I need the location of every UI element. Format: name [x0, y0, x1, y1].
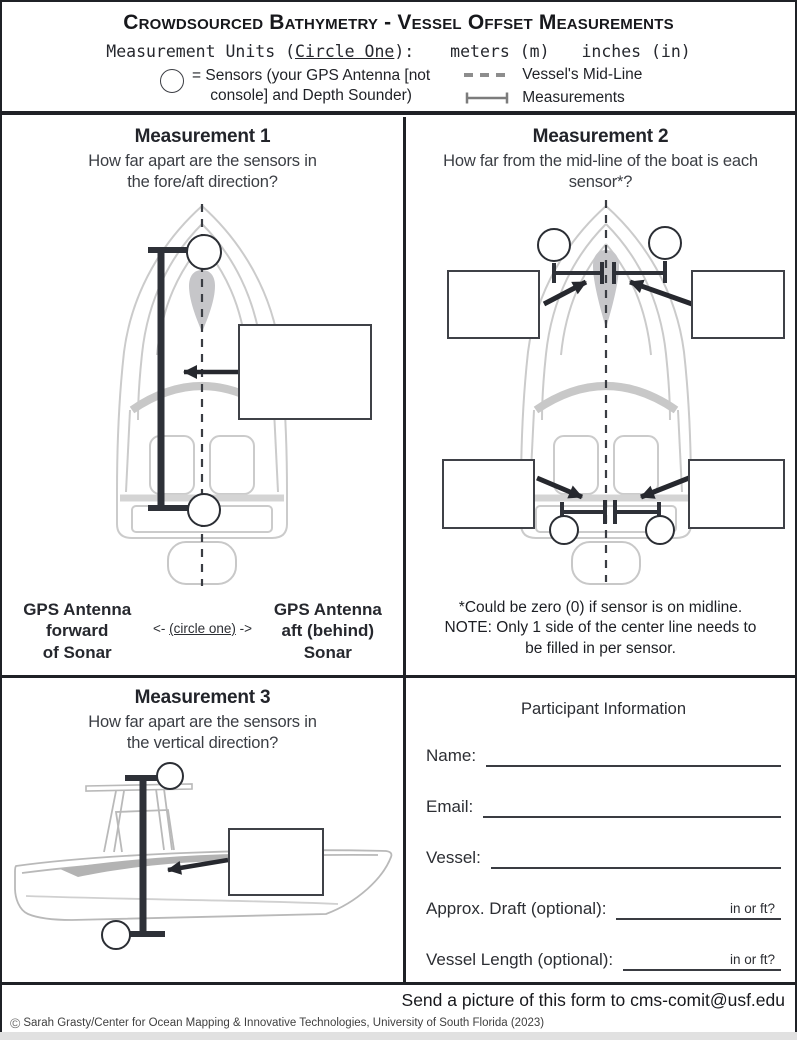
option-antenna-aft[interactable]: GPS Antenna aft (behind) Sonar [273, 600, 382, 662]
measurement-2-note: *Could be zero (0) if sensor is on midline. NOTE: Only 1 side of the center line needs to be filled in per sensor. [444, 599, 757, 657]
vessel-label: Vessel: [426, 848, 481, 867]
rear-midline-brackets [562, 500, 659, 524]
measurement-3-title: Measurement 3 [134, 687, 271, 708]
draft-unit-hint: in or ft? [729, 901, 775, 916]
measurement-1-title: Measurement 1 [134, 126, 271, 147]
legend-sensors-label: = Sensors (your GPS Antenna [not console] and Depth Sounder) [192, 67, 431, 105]
participant-info-section [406, 678, 795, 982]
measurement-1-value-box[interactable] [238, 324, 372, 420]
draft-input-line[interactable] [616, 896, 781, 920]
sonar-sensor-circle [188, 494, 220, 526]
measurement-3-question: How far apart are the sensors in the vertical direction? [88, 713, 317, 753]
form-footer [2, 985, 797, 1031]
legend [2, 66, 795, 112]
legend-measurements-row [464, 89, 642, 107]
rear-left-arrow [537, 478, 582, 497]
sensor-circle-icon [160, 69, 184, 93]
form-header [2, 2, 795, 115]
length-label: Vessel Length (optional): [426, 950, 614, 969]
bracket-line-icon [464, 91, 510, 105]
email-input-line[interactable] [483, 794, 781, 818]
participant-info-title: Participant Information [520, 700, 687, 718]
depth-sounder-sensor-circle [102, 921, 130, 949]
option-antenna-forward[interactable]: GPS Antenna forward of Sonar [23, 600, 132, 662]
circle-one-label: (circle one) [169, 621, 236, 636]
circle-one-selector [152, 599, 252, 663]
dashed-line-icon [464, 73, 510, 77]
email-label: Email: [426, 797, 474, 816]
length-row [426, 947, 781, 971]
email-row [426, 794, 781, 818]
legend-midline-label: Vessel's Mid-Line [522, 66, 643, 83]
copyright-line [10, 1015, 797, 1031]
starboard-bow-sensor-circle [649, 227, 681, 259]
legend-lines [464, 66, 642, 112]
units-label-suffix: ): [394, 42, 415, 61]
port-stern-sensor-circle [550, 516, 578, 544]
gps-antenna-sensor-circle [187, 235, 221, 269]
vessel-row [426, 845, 781, 869]
measurement-2-section [406, 117, 795, 675]
copyright-text: Sarah Grasty/Center for Ocean Mapping & Innovative Technologies, University of South Florida (2023) [23, 1017, 545, 1029]
measurement-2-front-starboard-box[interactable] [691, 270, 785, 339]
measurement-2-title: Measurement 2 [532, 126, 669, 147]
arrow-right-text: -> [239, 621, 253, 636]
legend-sensors [160, 66, 430, 112]
front-left-arrow [544, 282, 586, 304]
starboard-stern-sensor-circle [646, 516, 674, 544]
measurement-2-diagram [406, 192, 795, 594]
measurement-3-value-box[interactable] [228, 828, 324, 896]
gps-antenna-sensor-circle [157, 763, 183, 789]
name-label: Name: [426, 746, 477, 765]
arrow-left-text: <- [152, 621, 166, 636]
measurement-2-question: How far from the mid-line of the boat is each sensor*? [443, 152, 758, 192]
measurement-1-section [2, 117, 403, 675]
legend-midline-row [464, 66, 642, 84]
port-bow-sensor-circle [538, 229, 570, 261]
measurement-2-front-port-box[interactable] [447, 270, 540, 339]
measurement-1-question: How far apart are the sensors in the fore/aft direction? [88, 152, 317, 192]
page-title: Crowdsourced Bathymetry - Vessel Offset Measurements [123, 11, 674, 34]
copyright-icon: © [10, 1015, 21, 1031]
name-row [426, 743, 781, 767]
length-unit-hint: in or ft? [729, 952, 775, 967]
unit-option-meters[interactable]: meters (m) [450, 42, 550, 61]
legend-measurements-label: Measurements [522, 89, 625, 106]
draft-label: Approx. Draft (optional): [426, 899, 607, 918]
form-grid [2, 117, 797, 985]
draft-row [426, 896, 781, 920]
bottom-strip [0, 1032, 797, 1040]
antenna-position-options [2, 599, 403, 663]
name-input-line[interactable] [486, 743, 781, 767]
length-input-line[interactable] [623, 947, 781, 971]
boat-sideview [15, 784, 391, 920]
measurement-2-rear-port-box[interactable] [442, 459, 535, 529]
measurement-3-diagram [2, 748, 403, 982]
send-instruction: Send a picture of this form to cms-comit@usf.edu [401, 990, 785, 1010]
units-label: Measurement Units ( [106, 42, 296, 61]
vessel-input-line[interactable] [491, 845, 781, 869]
measurement-3-section [2, 678, 403, 982]
circle-one-instruction: Circle One [295, 42, 395, 61]
measurement-units-row [2, 42, 795, 61]
unit-option-inches[interactable]: inches (in) [581, 42, 691, 61]
measurement-2-rear-starboard-box[interactable] [688, 459, 785, 529]
